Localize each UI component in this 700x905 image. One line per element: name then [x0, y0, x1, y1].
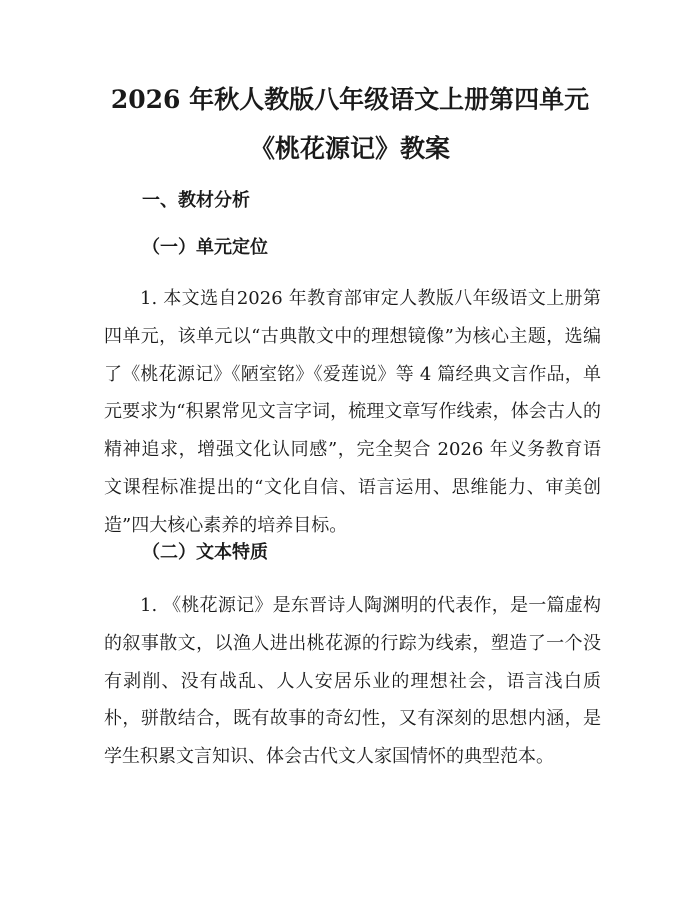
section-heading-teaching-material-analysis: 一、教材分析	[142, 190, 250, 211]
document-title-line-2: 《桃花源记》教案	[249, 134, 450, 163]
document-title-line-1: 2026 年秋人教版八年级语文上册第四单元	[110, 85, 590, 114]
paragraph-text-characteristics: 1. 《桃花源记》是东晋诗人陶渊明的代表作，是一篇虚构的叙事散文，以渔人进出桃花源的行踪为线索，塑造了一个没有剥削、没有战乱、人人安居乐业的理想社会，语言浅白质朴，骈散结合，既有故事的奇幻性，又有深刻的思想内涵，是学生积累文言知识、体会古代文人家国情怀的典型范本。	[104, 595, 601, 768]
subsection-heading-text-characteristics: （二）文本特质	[142, 542, 268, 563]
subsection-heading-unit-positioning: （一）单元定位	[142, 237, 268, 258]
paragraph-unit-positioning: 1. 本文选自2026 年教育部审定人教版八年级语文上册第四单元，该单元以“古典散文中的理想镜像”为核心主题，选编了《桃花源记》《陋室铭》《爱莲说》等 4 篇经典文言作品，单元要求为“积累常见文言字词，梳理文章写作线索，体会古人的精神追求，增强文化认同感”，完全契合 2026 年义务教育语文课程标准提出的“文化自信、语言运用、思维能力、审美创造”四大核心素养的培养目标。	[104, 288, 601, 536]
